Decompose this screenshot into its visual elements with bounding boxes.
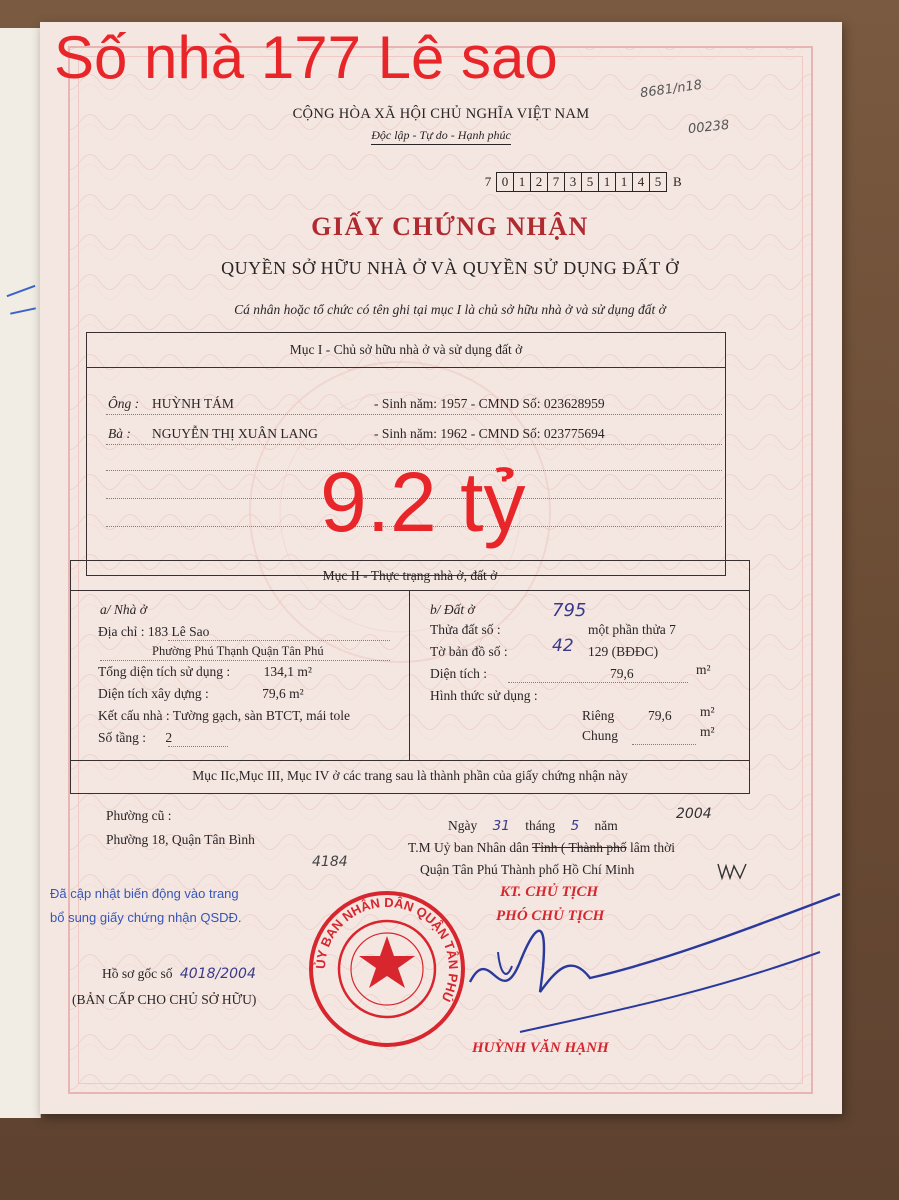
signature <box>460 882 842 1042</box>
owner-2-name: NGUYỄN THỊ XUÂN LANG <box>152 426 318 441</box>
house-built-area <box>98 686 304 702</box>
issue-date <box>448 818 618 834</box>
land-map-note: 129 (BĐĐC) <box>588 644 659 659</box>
house-total-area <box>98 664 312 680</box>
file-number-value: 4018/2004 <box>179 966 256 982</box>
house-total-area-value: 134,1 <box>263 664 294 679</box>
overlay-price: 9.2 tỷ <box>320 455 526 549</box>
section-2-heading: Mục II - Thực trạng nhà ở, đất ở <box>322 568 498 583</box>
official-seal <box>302 884 472 1054</box>
land-area-value: 79,6 <box>610 666 634 681</box>
owner-1-name: HUỲNH TÁM <box>152 396 234 411</box>
house-floors-label: Số tầng : <box>98 730 147 745</box>
signer-name: HUỲNH VĂN HẠNH <box>472 1040 609 1056</box>
section-2-column-divider <box>409 590 410 760</box>
house-floors-value: 2 <box>165 730 173 745</box>
house-address-label: Địa chỉ : <box>98 624 145 639</box>
initials-mark <box>716 858 750 884</box>
land-parcel-note: một phần thửa 7 <box>588 622 676 637</box>
section-1-heading: Mục I - Chủ sở hữu nhà ở và sử dụng đất ở <box>289 342 523 357</box>
serial-suffix: B <box>673 174 682 189</box>
land-private-value: 79,6 <box>648 708 672 723</box>
committee-text-struck: Tỉnh ( Thành phố <box>532 840 627 855</box>
owner-2-detail: - Sinh năm: 1962 - CMND Số: 023775694 <box>374 426 605 441</box>
certificate-page <box>40 22 842 1114</box>
section-2-footer-divider <box>70 760 750 761</box>
serial-digit: 0 <box>496 172 514 192</box>
house-total-area-unit: m² <box>297 664 312 679</box>
date-month-label: tháng <box>525 818 556 833</box>
pen-mark <box>7 285 36 297</box>
document-title: GIẤY CHỨNG NHẬN <box>311 212 589 241</box>
date-month: 5 <box>570 818 580 834</box>
land-map-value: 42 <box>552 636 574 656</box>
old-ward-label: Phường cũ : <box>106 808 172 823</box>
serial-digit: 1 <box>514 172 531 192</box>
committee-text-a: T.M Uỷ ban Nhân dân <box>408 840 529 855</box>
sign-title-1: KT. CHỦ TỊCH <box>500 884 599 900</box>
dotted-line <box>508 682 688 683</box>
land-shared-label: Chung <box>582 728 619 743</box>
committee-line-1 <box>408 840 675 856</box>
house-total-area-label: Tổng diện tích sử dụng : <box>98 664 231 679</box>
house-structure-label: Kết cấu nhà : <box>98 708 170 723</box>
owner-1-detail: - Sinh năm: 1957 - CMND Số: 023628959 <box>374 396 605 411</box>
serial-digit: 5 <box>650 172 667 192</box>
adjacent-page <box>0 28 41 1118</box>
date-prefix: Ngày <box>448 818 478 833</box>
house-label: a/ Nhà ở <box>100 602 147 617</box>
motto-text: Độc lập - Tự do - Hạnh phúc <box>371 128 511 145</box>
land-label: b/ Đất ở <box>430 602 475 617</box>
house-floors <box>98 730 172 746</box>
house-address <box>98 624 209 640</box>
handwritten-number: 4184 <box>312 854 348 870</box>
house-built-area-label: Diện tích xây dựng : <box>98 686 209 701</box>
house-address-value: 183 Lê Sao <box>147 624 210 639</box>
update-note-line-2: bổ sung giấy chứng nhận QSDĐ. <box>50 910 242 925</box>
country-name: CỘNG HÒA XÃ HỘI CHỦ NGHĨA VIỆT NAM <box>292 106 590 122</box>
corner-handwritten-note: 8681/n18 <box>639 77 703 102</box>
committee-text-b: lâm thời <box>630 840 676 855</box>
dotted-line <box>632 744 696 745</box>
serial-digit: 1 <box>616 172 633 192</box>
overlay-address: Số nhà 177 Lê sao <box>54 24 558 91</box>
house-built-area-value: 79,6 <box>262 686 286 701</box>
serial-digit: 3 <box>565 172 582 192</box>
house-structure-value: Tường gạch, sàn BTCT, mái tole <box>172 708 351 723</box>
dotted-line <box>106 414 722 415</box>
land-shared-unit: m² <box>700 724 715 739</box>
land-area-label: Diện tích : <box>430 666 487 681</box>
seal-ring-text: ỦY BAN NHÂN DÂN QUẬN TÂN PHÚ <box>312 894 462 1005</box>
copy-note: (BẢN CẤP CHO CHỦ SỞ HỮU) <box>72 992 257 1007</box>
dotted-line <box>168 746 228 747</box>
dotted-line <box>168 640 390 641</box>
corner-handwritten-note: 00238 <box>687 117 731 138</box>
owner-2-prefix: Bà : <box>108 426 131 441</box>
continuation-note: Mục IIc,Mục III, Mục IV ở các trang sau là thành phần của giấy chứng nhận này <box>192 768 628 783</box>
update-note-line-1: Đã cập nhật biến động vào trang <box>50 886 239 901</box>
committee-line-2: Quận Tân Phú Thành phố Hồ Chí Minh <box>420 862 635 877</box>
land-parcel-value: 795 <box>552 600 587 621</box>
land-private-unit: m² <box>700 704 715 719</box>
sign-title-2: PHÓ CHỦ TỊCH <box>496 908 605 924</box>
house-ward: Phường Phú Thạnh Quận Tân Phú <box>152 644 324 658</box>
file-number <box>102 966 256 982</box>
file-number-label: Hồ sơ gốc số <box>102 966 173 981</box>
land-use-label: Hình thức sử dụng : <box>430 688 538 703</box>
document-subtitle: QUYỀN SỞ HỮU NHÀ Ở VÀ QUYỀN SỬ DỤNG ĐẤT Ở <box>221 258 679 278</box>
old-ward-value: Phường 18, Quận Tân Bình <box>106 832 255 847</box>
document-intro: Cá nhân hoặc tổ chức có tên ghi tại mục I là chủ sở hữu nhà ở và sử dụng đất ở <box>234 302 666 317</box>
land-private-label: Riêng <box>582 708 615 723</box>
serial-digit: 7 <box>484 174 492 189</box>
land-map-label: Tờ bản đồ số : <box>430 644 508 659</box>
serial-digit: 1 <box>599 172 616 192</box>
date-year-label: năm <box>594 818 618 833</box>
pen-mark <box>10 307 36 314</box>
date-day: 31 <box>492 818 510 834</box>
dotted-line <box>106 444 722 445</box>
serial-digit: 7 <box>548 172 565 192</box>
date-year: 2004 <box>676 806 712 822</box>
house-built-area-unit: m² <box>289 686 304 701</box>
serial-number <box>480 172 682 192</box>
land-area-unit: m² <box>696 662 711 677</box>
land-parcel-label: Thửa đất số : <box>430 622 501 637</box>
owner-1-prefix: Ông : <box>108 396 140 411</box>
section-2-header-divider <box>70 590 750 591</box>
house-structure <box>98 708 350 724</box>
serial-digit: 2 <box>531 172 548 192</box>
serial-digit: 5 <box>582 172 599 192</box>
dotted-line <box>100 660 390 661</box>
serial-digit: 4 <box>633 172 650 192</box>
